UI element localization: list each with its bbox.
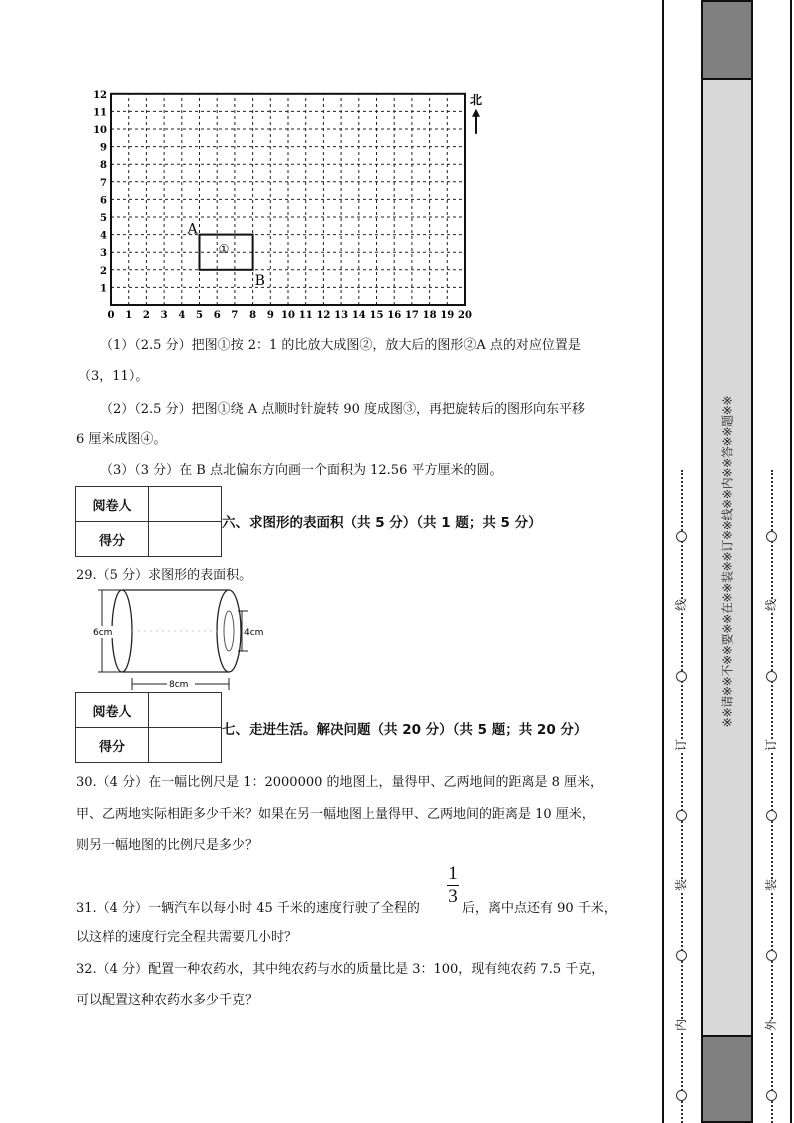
hollow-cylinder-figure <box>92 588 272 692</box>
q28-part3: （3）（3 分）在 B 点北偏东方向画一个面积为 12.56 平方厘米的圆。 <box>100 463 503 478</box>
x-tick-label: 13 <box>334 310 349 320</box>
q32-line1: 32.（4 分）配置一种农药水，其中纯农药与水的质量比是 3：100，现有纯农药 7.5 千克， <box>76 962 605 977</box>
score-label: 得分 <box>76 728 149 763</box>
binding-label: 线 <box>764 598 779 612</box>
binding-label: 订 <box>674 738 689 752</box>
point-b-label: B <box>254 272 265 289</box>
binding-label: 订 <box>764 738 779 752</box>
x-tick-label: 11 <box>298 310 313 320</box>
x-tick-label: 4 <box>178 310 186 320</box>
x-tick-label: 19 <box>440 310 455 320</box>
point-a-label: A <box>187 221 198 238</box>
reviewer-cell[interactable] <box>149 487 222 522</box>
length-label: 8cm <box>169 680 189 690</box>
coordinate-grid <box>85 85 505 320</box>
score-table-7 <box>75 692 222 763</box>
x-tick-label: 16 <box>387 310 402 320</box>
binding-label: 内 <box>674 1018 689 1032</box>
x-tick-label: 9 <box>266 310 274 320</box>
north-label: 北 <box>470 92 483 107</box>
binding-circle-icon <box>676 531 687 542</box>
q28-part2: （2）（2.5 分）把图①绕 A 点顺时针旋转 90 度成图③，再把旋转后的图形向东平移 <box>100 402 586 417</box>
y-tick-label: 4 <box>100 230 107 242</box>
y-tick-label: 8 <box>100 160 107 172</box>
x-tick-label: 7 <box>231 310 239 320</box>
binding-label: 外 <box>764 1018 779 1032</box>
y-tick-label: 1 <box>100 283 107 295</box>
strip-top-block <box>701 0 753 80</box>
y-tick-label: 12 <box>93 89 107 101</box>
binding-circle-icon <box>676 671 687 682</box>
fraction-one-third: 1 3 <box>448 863 458 907</box>
binding-circle-icon <box>676 810 687 821</box>
binding-label: 线 <box>674 598 689 612</box>
q28-part2-cont: 6 厘米成图④。 <box>76 432 167 447</box>
score-cell[interactable] <box>149 728 222 763</box>
y-tick-label: 9 <box>100 142 107 154</box>
binding-circle-icon <box>676 1090 687 1101</box>
margin-border-right <box>790 0 792 1123</box>
x-tick-label: 1 <box>125 310 133 320</box>
x-tick-label: 0 <box>107 310 115 320</box>
binding-label: 装 <box>764 878 779 892</box>
x-tick-label: 6 <box>213 310 221 320</box>
q31-line1a: 31.（4 分）一辆汽车以每小时 45 千米的速度行驶了全程的 <box>76 901 420 916</box>
x-tick-label: 18 <box>422 310 437 320</box>
score-cell[interactable] <box>149 522 222 557</box>
binding-circle-icon <box>766 531 777 542</box>
score-label: 得分 <box>76 522 149 557</box>
q32-line2: 可以配置这种农药水多少千克？ <box>76 993 259 1008</box>
q31-line2: 以这样的速度行完全程共需要几小时？ <box>76 930 298 945</box>
y-tick-label: 5 <box>100 213 107 224</box>
binding-circle-icon <box>766 1090 777 1101</box>
q30-line2: 甲、乙两地实际相距多少千米？如果在另一幅地图上量得甲、乙两地间的距离是 10 厘米， <box>76 807 595 822</box>
shape-1-label: ① <box>218 242 230 257</box>
x-tick-label: 17 <box>404 310 419 320</box>
q31-line1b: 后，离中点还有 90 千米， <box>462 901 617 916</box>
binding-label: 装 <box>674 878 689 892</box>
x-tick-label: 3 <box>160 310 168 320</box>
binding-circle-icon <box>766 950 777 961</box>
y-tick-label: 7 <box>100 177 107 189</box>
y-tick-label: 3 <box>100 248 107 260</box>
q28-part1: （1）（2.5 分）把图①按 2：1 的比放大成图②，放大后的图形②A 点的对应位置是 <box>100 338 581 353</box>
north-arrowhead-icon <box>472 109 480 117</box>
x-tick-label: 10 <box>281 310 295 320</box>
x-tick-label: 15 <box>369 310 384 320</box>
y-tick-label: 2 <box>100 265 107 277</box>
q30-line1: 30.（4 分）在一幅比例尺是 1：2000000 的地图上，量得甲、乙两地间的距离是 8 厘米， <box>76 775 604 790</box>
reviewer-cell[interactable] <box>149 693 222 728</box>
section-6-heading: 六、求图形的表面积（共 5 分）（共 1 题；共 5 分） <box>222 515 542 531</box>
binding-circle-icon <box>676 950 687 961</box>
margin-border-left <box>662 0 664 1123</box>
inner-diameter-label: 4cm <box>244 628 264 638</box>
binding-circle-icon <box>766 671 777 682</box>
y-tick-label: 10 <box>93 125 107 136</box>
reviewer-label: 阅卷人 <box>76 693 149 728</box>
x-tick-label: 12 <box>316 310 331 320</box>
q30-line3: 则另一幅地图的比例尺是多少？ <box>76 838 259 853</box>
score-table-6 <box>75 486 222 557</box>
binding-circle-icon <box>766 810 777 821</box>
x-tick-label: 8 <box>249 310 257 320</box>
y-tick-label: 6 <box>100 195 107 207</box>
y-tick-label: 11 <box>93 107 107 119</box>
notice-text: ※※请※※不※※要※※在※※装※※订※※线※※内※※答※※题※※ <box>720 395 735 728</box>
x-tick-label: 20 <box>458 310 472 320</box>
x-tick-label: 5 <box>196 310 203 320</box>
strip-bottom-block <box>701 1035 753 1123</box>
x-tick-label: 14 <box>351 310 366 320</box>
reviewer-label: 阅卷人 <box>76 487 149 522</box>
q29-text: 29.（5 分）求图形的表面积。 <box>76 568 253 583</box>
height-label: 6cm <box>93 628 113 638</box>
x-tick-label: 2 <box>142 310 150 320</box>
q28-part1-answer: （3，11）。 <box>78 369 149 384</box>
section-7-heading: 七、走进生活。解决问题（共 20 分）（共 5 题；共 20 分） <box>222 722 588 738</box>
